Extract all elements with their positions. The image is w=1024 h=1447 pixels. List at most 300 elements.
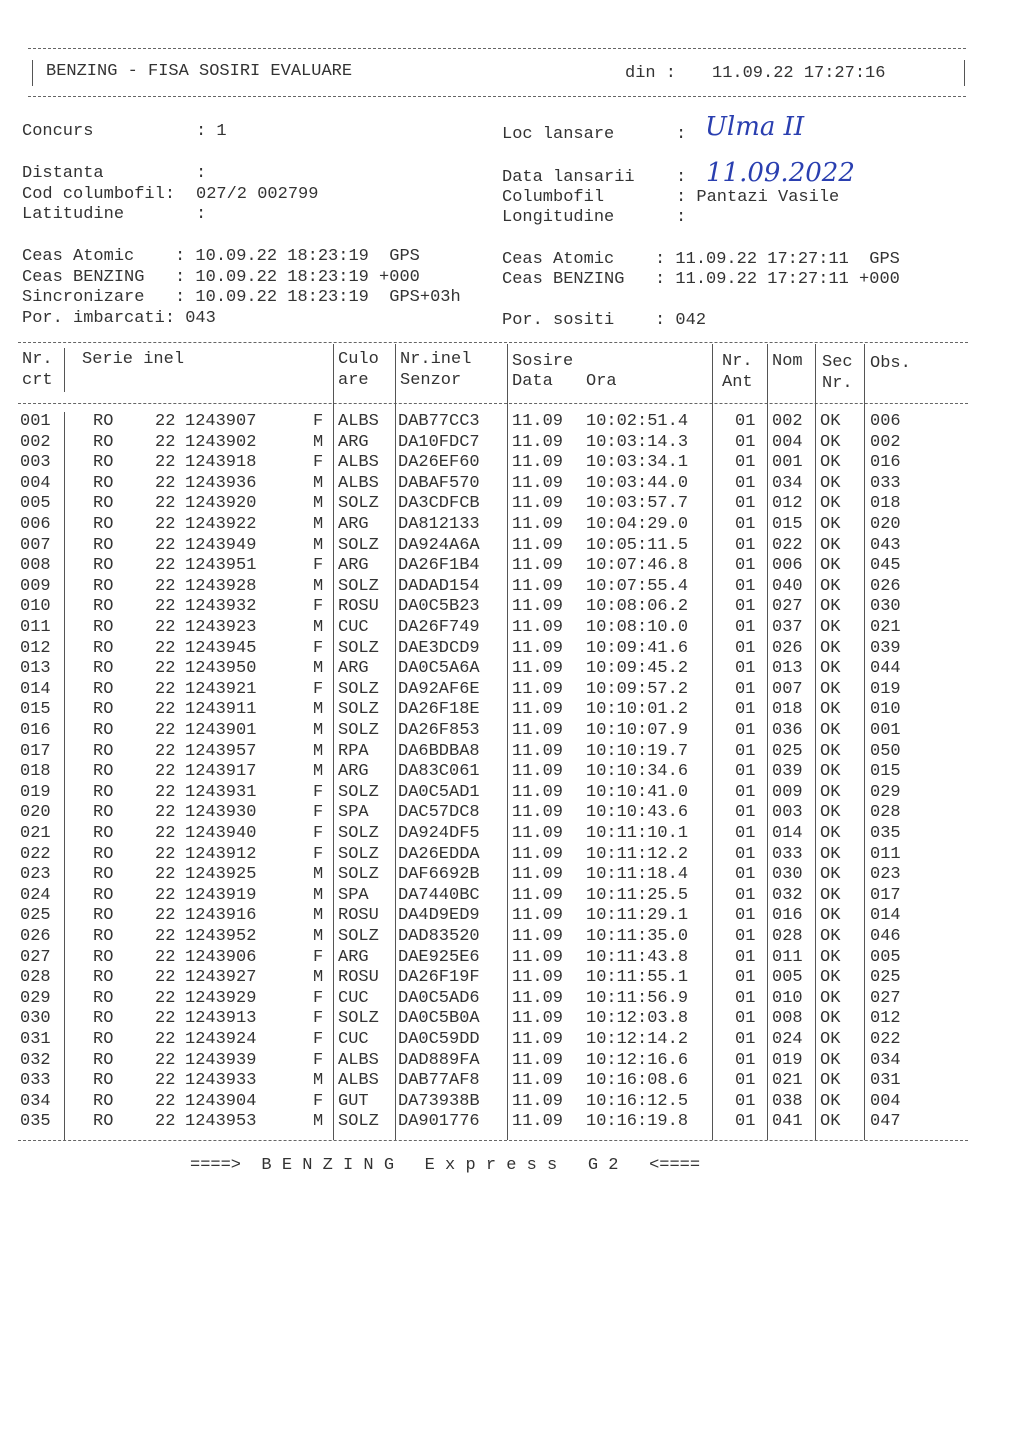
cell-sec-nr: OK xyxy=(820,824,841,843)
cell-nr-ant: 01 xyxy=(735,947,756,967)
cell-an: 22 xyxy=(155,535,176,555)
cell-sex: M xyxy=(313,473,324,493)
cell-data: 11.09 xyxy=(512,885,564,905)
col-ora: Ora xyxy=(586,372,617,391)
cell-obs: 006 xyxy=(870,412,901,431)
cell-sec-nr: OK xyxy=(820,885,841,905)
cell-sec-nr: OK xyxy=(820,576,841,596)
cell-nr-ant: 01 xyxy=(735,659,756,679)
cell-nom: 008 xyxy=(772,1009,803,1029)
cell-sec-nr: OK xyxy=(820,1030,841,1049)
cell-culoare: ROSU xyxy=(338,968,379,988)
cell-data: 11.09 xyxy=(512,1009,564,1029)
cell-an: 22 xyxy=(155,638,176,658)
cell-senzor: DA812133 xyxy=(398,515,480,534)
cell-sec-nr: OK xyxy=(820,1071,841,1091)
cell-sex: M xyxy=(313,700,324,720)
cell-nom: 018 xyxy=(772,700,803,720)
cell-tara: RO xyxy=(93,679,114,699)
cell-an: 22 xyxy=(155,947,176,967)
cell-ora: 10:08:06.2 xyxy=(586,597,689,617)
cell-nr-ant: 01 xyxy=(735,1030,756,1049)
cell-senzor: DABAF570 xyxy=(398,473,480,493)
cell-data: 11.09 xyxy=(512,988,564,1008)
cell-tara: RO xyxy=(93,947,114,967)
cell-inel: 1243916 xyxy=(185,906,257,926)
cell-culoare: ARG xyxy=(338,432,369,452)
cell-data: 11.09 xyxy=(512,721,564,740)
cell-an: 22 xyxy=(155,556,176,576)
cell-culoare: GUT xyxy=(338,1091,369,1111)
ceas-benzing-end: Ceas BENZING : 11.09.22 17:27:11 +000 xyxy=(502,270,900,289)
cell-ora: 10:16:12.5 xyxy=(586,1091,689,1111)
cell-obs: 030 xyxy=(870,597,901,617)
cell-culoare: CUC xyxy=(338,1030,369,1049)
cell-obs: 019 xyxy=(870,679,901,699)
cell-tara: RO xyxy=(93,535,114,555)
cell-data: 11.09 xyxy=(512,1030,564,1049)
cell-ora: 10:11:55.1 xyxy=(586,968,689,988)
cell-data: 11.09 xyxy=(512,700,564,720)
distanta-label: Distanta xyxy=(22,164,104,183)
cell-nr-ant: 01 xyxy=(735,762,756,782)
cell-ora: 10:03:14.3 xyxy=(586,432,689,452)
cell-data: 11.09 xyxy=(512,535,564,555)
cell-tara: RO xyxy=(93,618,114,637)
cell-sex: F xyxy=(313,556,324,576)
cell-sec-nr: OK xyxy=(820,453,841,473)
cell-tara: RO xyxy=(93,576,114,596)
cell-inel: 1243957 xyxy=(185,741,257,761)
cell-obs: 046 xyxy=(870,927,901,946)
latitudine-value: : xyxy=(196,205,207,224)
cell-nr-crt: 020 xyxy=(20,803,51,823)
cell-ora: 10:11:56.9 xyxy=(586,988,689,1008)
cell-obs: 011 xyxy=(870,844,901,864)
cell-tara: RO xyxy=(93,927,114,946)
table-row xyxy=(0,494,1024,514)
cell-tara: RO xyxy=(93,1050,114,1070)
cell-nr-ant: 01 xyxy=(735,638,756,658)
cell-inel: 1243939 xyxy=(185,1050,257,1070)
cell-nr-ant: 01 xyxy=(735,473,756,493)
cell-nr-crt: 006 xyxy=(20,515,51,534)
table-row xyxy=(0,680,1024,700)
cell-obs: 026 xyxy=(870,576,901,596)
cell-tara: RO xyxy=(93,782,114,802)
cell-senzor: DA924DF5 xyxy=(398,824,480,843)
cell-culoare: SOLZ xyxy=(338,494,379,514)
cell-senzor: DAE925E6 xyxy=(398,947,480,967)
cell-sec-nr: OK xyxy=(820,494,841,514)
cell-sec-nr: OK xyxy=(820,1112,841,1132)
cell-senzor: DA26EDDA xyxy=(398,844,480,864)
cell-sec-nr: OK xyxy=(820,988,841,1008)
cell-nr-crt: 009 xyxy=(20,576,51,596)
cell-culoare: SOLZ xyxy=(338,679,379,699)
cell-sex: M xyxy=(313,1112,324,1132)
cell-inel: 1243918 xyxy=(185,453,257,473)
cell-sec-nr: OK xyxy=(820,432,841,452)
cell-tara: RO xyxy=(93,638,114,658)
cell-an: 22 xyxy=(155,679,176,699)
cell-obs: 004 xyxy=(870,1091,901,1111)
cell-nr-crt: 019 xyxy=(20,782,51,802)
cell-senzor: DAD83520 xyxy=(398,927,480,946)
columbofil-value: : Pantazi Vasile xyxy=(676,188,840,207)
table-row xyxy=(0,865,1024,885)
col-ant: Ant xyxy=(722,373,753,392)
cell-nr-ant: 01 xyxy=(735,556,756,576)
table-row xyxy=(0,927,1024,947)
cell-inel: 1243951 xyxy=(185,556,257,576)
cell-culoare: ALBS xyxy=(338,473,379,493)
cell-inel: 1243931 xyxy=(185,782,257,802)
cell-data: 11.09 xyxy=(512,453,564,473)
cell-data: 11.09 xyxy=(512,762,564,782)
cell-nr-crt: 008 xyxy=(20,556,51,576)
cell-nr-crt: 022 xyxy=(20,844,51,864)
cell-inel: 1243929 xyxy=(185,988,257,1008)
cell-obs: 029 xyxy=(870,782,901,802)
cell-ora: 10:11:29.1 xyxy=(586,906,689,926)
cell-nr-ant: 01 xyxy=(735,618,756,637)
cell-nr-crt: 027 xyxy=(20,947,51,967)
cell-nr-crt: 028 xyxy=(20,968,51,988)
cell-sec-nr: OK xyxy=(820,515,841,534)
cell-data: 11.09 xyxy=(512,412,564,431)
cell-tara: RO xyxy=(93,824,114,843)
cell-inel: 1243940 xyxy=(185,824,257,843)
cell-nom: 028 xyxy=(772,927,803,946)
cell-sex: F xyxy=(313,679,324,699)
cell-culoare: SOLZ xyxy=(338,721,379,740)
col-serie-inel: Serie inel xyxy=(82,350,185,369)
cell-obs: 033 xyxy=(870,473,901,493)
cell-nr-ant: 01 xyxy=(735,432,756,452)
cell-senzor: DADAD154 xyxy=(398,576,480,596)
cell-nr-ant: 01 xyxy=(735,1091,756,1111)
cell-culoare: ARG xyxy=(338,762,369,782)
cell-inel: 1243927 xyxy=(185,968,257,988)
cell-tara: RO xyxy=(93,885,114,905)
cell-obs: 035 xyxy=(870,824,901,843)
cell-tara: RO xyxy=(93,1071,114,1091)
cell-senzor: DAC57DC8 xyxy=(398,803,480,823)
cell-ora: 10:09:41.6 xyxy=(586,638,689,658)
cell-culoare: ARG xyxy=(338,515,369,534)
cell-culoare: SOLZ xyxy=(338,638,379,658)
cell-nr-ant: 01 xyxy=(735,803,756,823)
cell-ora: 10:03:34.1 xyxy=(586,453,689,473)
table-row xyxy=(0,1009,1024,1029)
cell-culoare: CUC xyxy=(338,988,369,1008)
cell-obs: 005 xyxy=(870,947,901,967)
cell-nr-ant: 01 xyxy=(735,412,756,431)
latitudine-label: Latitudine xyxy=(22,205,125,224)
cell-nom: 037 xyxy=(772,618,803,637)
cell-senzor: DA901776 xyxy=(398,1112,480,1132)
cell-tara: RO xyxy=(93,432,114,452)
cell-data: 11.09 xyxy=(512,844,564,864)
cell-sec-nr: OK xyxy=(820,721,841,740)
table-row xyxy=(0,906,1024,926)
cell-inel: 1243933 xyxy=(185,1071,257,1091)
cell-nom: 038 xyxy=(772,1091,803,1111)
cell-nr-ant: 01 xyxy=(735,968,756,988)
table-row xyxy=(0,639,1024,659)
din-label: din : xyxy=(625,64,677,83)
cell-nr-ant: 01 xyxy=(735,721,756,740)
cell-senzor: DA924A6A xyxy=(398,535,480,555)
cell-culoare: ALBS xyxy=(338,412,379,431)
table-row xyxy=(0,742,1024,762)
cell-sex: M xyxy=(313,576,324,596)
columbofil-label: Columbofil xyxy=(502,188,605,207)
cell-nr-ant: 01 xyxy=(735,1050,756,1070)
cell-an: 22 xyxy=(155,494,176,514)
cell-obs: 010 xyxy=(870,700,901,720)
cell-ora: 10:12:16.6 xyxy=(586,1050,689,1070)
cell-tara: RO xyxy=(93,1009,114,1029)
cell-data: 11.09 xyxy=(512,659,564,679)
cell-nr-ant: 01 xyxy=(735,515,756,534)
cell-nom: 013 xyxy=(772,659,803,679)
cell-sex: M xyxy=(313,535,324,555)
cell-nom: 026 xyxy=(772,638,803,658)
cell-ora: 10:10:07.9 xyxy=(586,721,689,740)
col-culoare-2: are xyxy=(338,371,369,390)
cell-sex: M xyxy=(313,659,324,679)
cell-inel: 1243928 xyxy=(185,576,257,596)
cell-nr-crt: 005 xyxy=(20,494,51,514)
cell-obs: 027 xyxy=(870,988,901,1008)
loc-value-handwritten: Ulma II xyxy=(705,112,805,142)
cell-nom: 040 xyxy=(772,576,803,596)
cell-ora: 10:12:03.8 xyxy=(586,1009,689,1029)
cell-ora: 10:11:12.2 xyxy=(586,844,689,864)
cell-sec-nr: OK xyxy=(820,473,841,493)
cell-senzor: DA26F749 xyxy=(398,618,480,637)
cell-sex: M xyxy=(313,494,324,514)
cell-an: 22 xyxy=(155,1091,176,1111)
table-row xyxy=(0,948,1024,968)
cell-senzor: DAB77AF8 xyxy=(398,1071,480,1091)
cell-inel: 1243923 xyxy=(185,618,257,637)
cell-nom: 007 xyxy=(772,679,803,699)
cell-culoare: SOLZ xyxy=(338,865,379,885)
title-box-left xyxy=(32,60,33,86)
cell-nom: 016 xyxy=(772,906,803,926)
cell-senzor: DAB77CC3 xyxy=(398,412,480,431)
cell-nom: 005 xyxy=(772,968,803,988)
cell-sec-nr: OK xyxy=(820,803,841,823)
cell-inel: 1243952 xyxy=(185,927,257,946)
cell-culoare: RPA xyxy=(338,741,369,761)
cell-obs: 002 xyxy=(870,432,901,452)
cell-senzor: DA0C5AD1 xyxy=(398,782,480,802)
table-row xyxy=(0,803,1024,823)
cell-ora: 10:05:11.5 xyxy=(586,535,689,555)
cell-nr-crt: 010 xyxy=(20,597,51,617)
cell-ora: 10:04:29.0 xyxy=(586,515,689,534)
cell-ora: 10:11:43.8 xyxy=(586,947,689,967)
cell-obs: 045 xyxy=(870,556,901,576)
cell-obs: 023 xyxy=(870,865,901,885)
cell-sex: F xyxy=(313,947,324,967)
cell-tara: RO xyxy=(93,473,114,493)
cell-obs: 021 xyxy=(870,618,901,637)
table-row xyxy=(0,1030,1024,1050)
cell-nr-ant: 01 xyxy=(735,535,756,555)
cell-culoare: SOLZ xyxy=(338,782,379,802)
cell-inel: 1243906 xyxy=(185,947,257,967)
cell-senzor: DA0C5AD6 xyxy=(398,988,480,1008)
cell-inel: 1243917 xyxy=(185,762,257,782)
cell-nr-ant: 01 xyxy=(735,597,756,617)
cell-sex: F xyxy=(313,782,324,802)
cell-sec-nr: OK xyxy=(820,741,841,761)
cell-an: 22 xyxy=(155,865,176,885)
cell-sec-nr: OK xyxy=(820,1009,841,1029)
cell-nr-crt: 004 xyxy=(20,473,51,493)
cell-ora: 10:11:10.1 xyxy=(586,824,689,843)
cell-nom: 010 xyxy=(772,988,803,1008)
porumbei-imbarcati: Por. imbarcati: 043 xyxy=(22,309,216,328)
cell-tara: RO xyxy=(93,700,114,720)
cell-nr-ant: 01 xyxy=(735,679,756,699)
cell-inel: 1243919 xyxy=(185,885,257,905)
col-nr: Nr. xyxy=(22,350,53,369)
cell-sex: F xyxy=(313,638,324,658)
cell-ora: 10:07:46.8 xyxy=(586,556,689,576)
cell-sex: F xyxy=(313,1030,324,1049)
cell-nr-ant: 01 xyxy=(735,576,756,596)
cell-senzor: DA7440BC xyxy=(398,885,480,905)
cell-tara: RO xyxy=(93,556,114,576)
cell-nr-crt: 031 xyxy=(20,1030,51,1049)
cell-data: 11.09 xyxy=(512,947,564,967)
cell-an: 22 xyxy=(155,741,176,761)
cell-sec-nr: OK xyxy=(820,700,841,720)
cell-nr-crt: 001 xyxy=(20,412,51,431)
cell-an: 22 xyxy=(155,824,176,843)
cell-ora: 10:07:55.4 xyxy=(586,576,689,596)
cell-sec-nr: OK xyxy=(820,556,841,576)
table-row xyxy=(0,886,1024,906)
cell-inel: 1243936 xyxy=(185,473,257,493)
cell-nom: 034 xyxy=(772,473,803,493)
loc-label: Loc lansare xyxy=(502,125,615,144)
table-row xyxy=(0,721,1024,741)
cell-an: 22 xyxy=(155,597,176,617)
cell-nr-ant: 01 xyxy=(735,1112,756,1132)
cell-senzor: DA92AF6E xyxy=(398,679,480,699)
cell-ora: 10:11:35.0 xyxy=(586,927,689,946)
cell-inel: 1243932 xyxy=(185,597,257,617)
cell-an: 22 xyxy=(155,432,176,452)
cod-value: 027/2 002799 xyxy=(196,185,319,204)
cell-nom: 027 xyxy=(772,597,803,617)
cell-sex: F xyxy=(313,988,324,1008)
cell-inel: 1243924 xyxy=(185,1030,257,1049)
cell-sex: F xyxy=(313,1050,324,1070)
din-value: 11.09.22 17:27:16 xyxy=(712,64,886,83)
cell-culoare: SOLZ xyxy=(338,824,379,843)
cell-inel: 1243902 xyxy=(185,432,257,452)
cell-nom: 025 xyxy=(772,741,803,761)
cell-sec-nr: OK xyxy=(820,659,841,679)
cell-inel: 1243904 xyxy=(185,1091,257,1111)
table-row xyxy=(0,659,1024,679)
cell-inel: 1243901 xyxy=(185,721,257,740)
col-crt: crt xyxy=(22,371,53,390)
cell-sex: F xyxy=(313,1009,324,1029)
cell-sex: M xyxy=(313,741,324,761)
cell-obs: 047 xyxy=(870,1112,901,1132)
cell-sex: F xyxy=(313,412,324,431)
cell-inel: 1243953 xyxy=(185,1112,257,1132)
cell-sec-nr: OK xyxy=(820,927,841,946)
cell-nr-ant: 01 xyxy=(735,865,756,885)
table-bottom-rule xyxy=(18,1140,968,1141)
cell-nr-crt: 033 xyxy=(20,1071,51,1091)
cell-obs: 043 xyxy=(870,535,901,555)
cell-data: 11.09 xyxy=(512,638,564,658)
cell-nr-ant: 01 xyxy=(735,494,756,514)
cell-inel: 1243921 xyxy=(185,679,257,699)
cell-sec-nr: OK xyxy=(820,1050,841,1070)
cell-nom: 019 xyxy=(772,1050,803,1070)
cell-ora: 10:16:19.8 xyxy=(586,1112,689,1132)
cell-ora: 10:08:10.0 xyxy=(586,618,689,637)
cell-nr-crt: 035 xyxy=(20,1112,51,1132)
table-row xyxy=(0,700,1024,720)
cell-tara: RO xyxy=(93,906,114,926)
cell-ora: 10:10:01.2 xyxy=(586,700,689,720)
cell-data: 11.09 xyxy=(512,1071,564,1091)
cell-nr-crt: 003 xyxy=(20,453,51,473)
cell-obs: 016 xyxy=(870,453,901,473)
cell-culoare: SOLZ xyxy=(338,844,379,864)
cell-tara: RO xyxy=(93,721,114,740)
cell-nr-crt: 032 xyxy=(20,1050,51,1070)
cell-data: 11.09 xyxy=(512,679,564,699)
table-row xyxy=(0,412,1024,432)
cell-culoare: SOLZ xyxy=(338,1009,379,1029)
cell-sec-nr: OK xyxy=(820,865,841,885)
cell-tara: RO xyxy=(93,865,114,885)
cell-inel: 1243907 xyxy=(185,412,257,431)
cell-senzor: DAF6692B xyxy=(398,865,480,885)
cell-data: 11.09 xyxy=(512,1050,564,1070)
data-colon: : xyxy=(676,168,687,187)
cell-nr-ant: 01 xyxy=(735,1009,756,1029)
cell-culoare: ROSU xyxy=(338,906,379,926)
cell-nr-crt: 034 xyxy=(20,1091,51,1111)
cell-an: 22 xyxy=(155,515,176,534)
cell-nr-crt: 025 xyxy=(20,906,51,926)
cell-tara: RO xyxy=(93,453,114,473)
cell-senzor: DA10FDC7 xyxy=(398,432,480,452)
cell-nom: 014 xyxy=(772,824,803,843)
cell-nr-ant: 01 xyxy=(735,844,756,864)
cell-culoare: ARG xyxy=(338,556,369,576)
cell-senzor: DAE3DCD9 xyxy=(398,638,480,658)
cell-culoare: ALBS xyxy=(338,453,379,473)
cell-data: 11.09 xyxy=(512,1112,564,1132)
cell-ora: 10:11:18.4 xyxy=(586,865,689,885)
